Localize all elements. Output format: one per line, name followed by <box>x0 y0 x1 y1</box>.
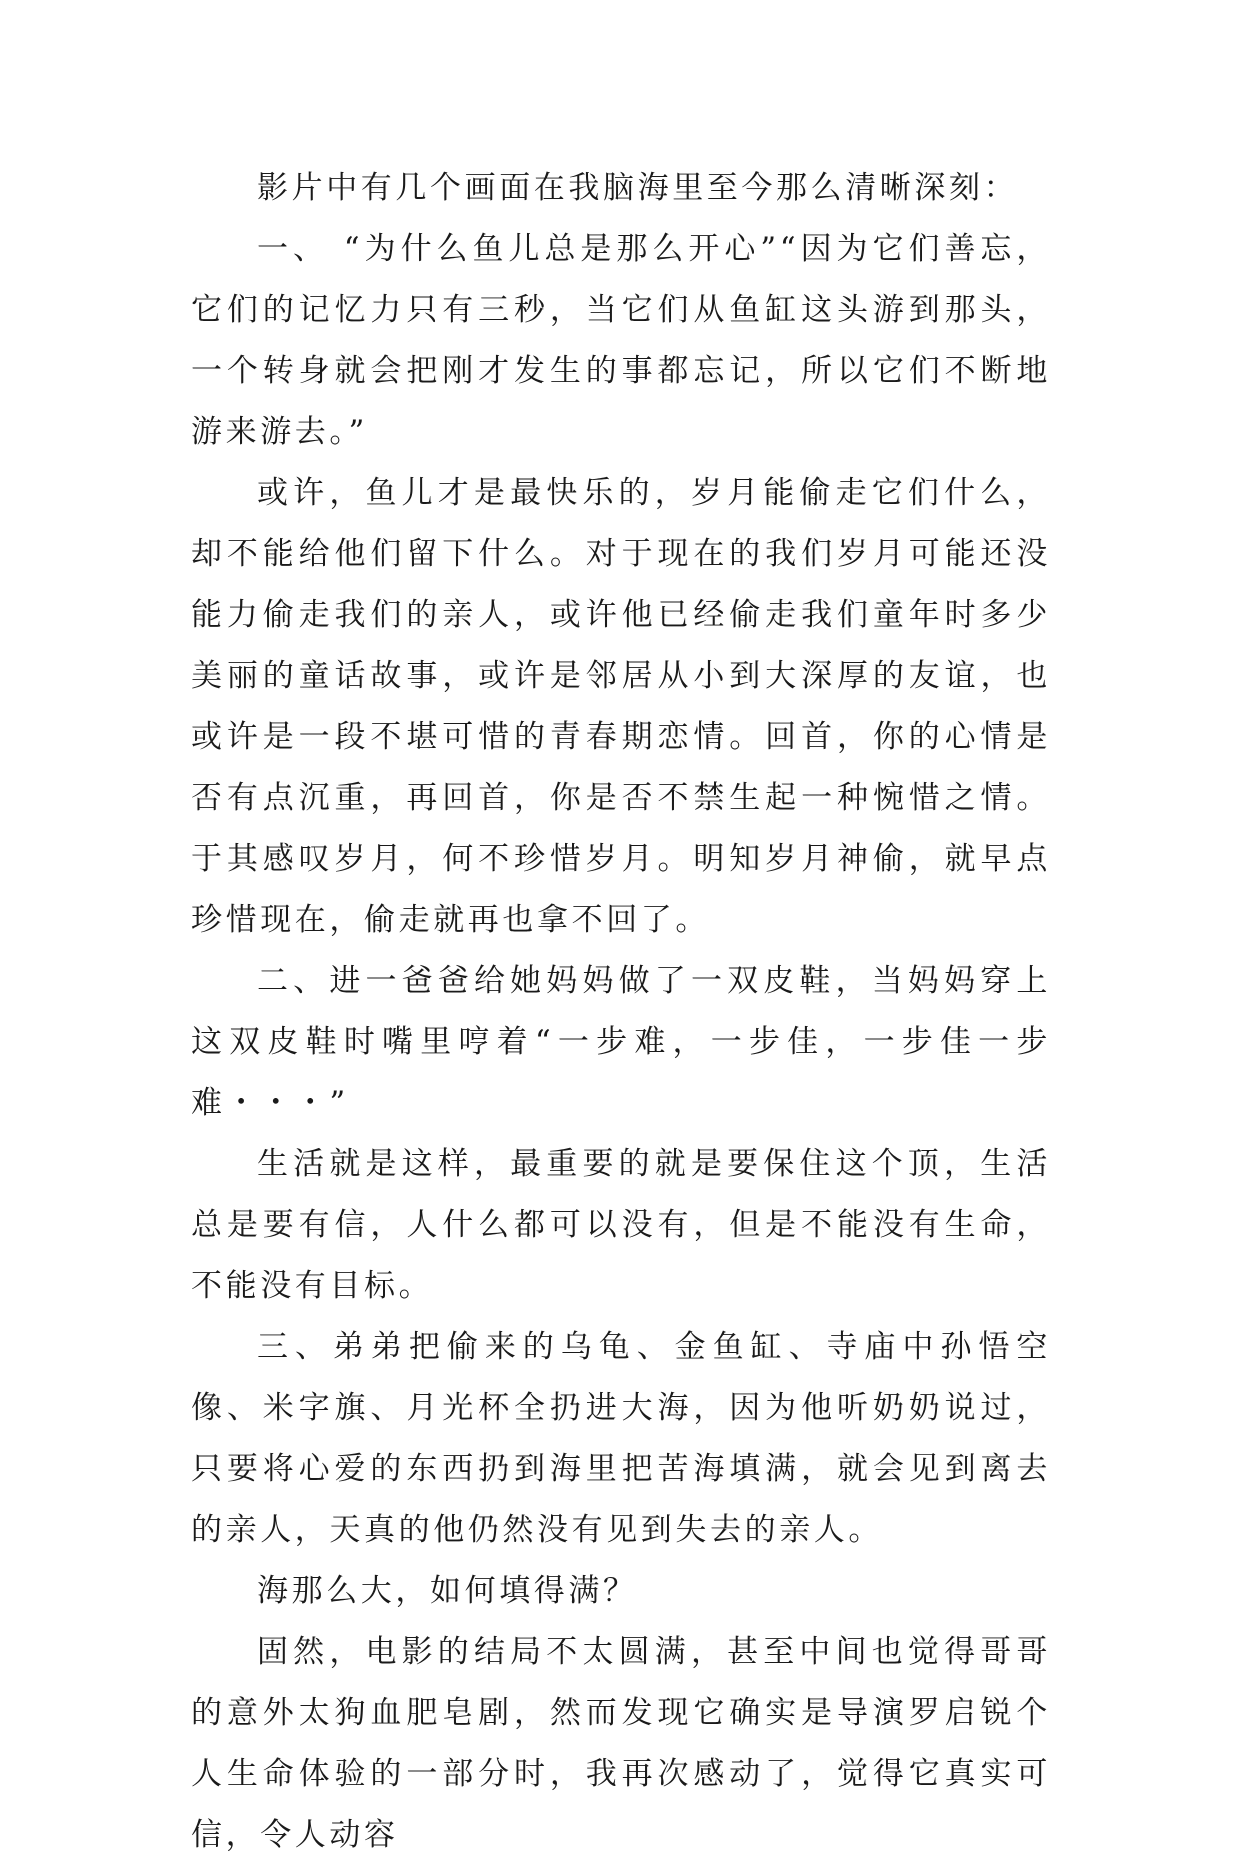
paragraph-question: 海那么大，如何填得满？ <box>257 1573 638 1609</box>
paragraph-scene-one: 一、 “为什么鱼儿总是那么开心”“因为它们善忘，它们的记忆力只有三秒，当它们从鱼缸这头游到那头，一个转身就会把刚才发生的事都忘记，所以它们不断地游来游去。” <box>191 231 1051 450</box>
paragraph-conclusion: 固然，电影的结局不太圆满，甚至中间也觉得哥哥的意外太狗血肥皂剧，然而发现它确实是导演罗启锐个人生命体验的一部分时，我再次感动了，觉得它真实可信，令人动容 <box>191 1634 1051 1853</box>
paragraph-scene-two: 二、进一爸爸给她妈妈做了一双皮鞋，当妈妈穿上这双皮鞋时嘴里哼着“一步难，一步佳，一步佳一步难・・・” <box>191 963 1051 1121</box>
paragraph-scene-three: 三、弟弟把偷来的乌龟、金鱼缸、寺庙中孙悟空像、米字旗、月光杯全扔进大海，因为他听奶奶说过，只要将心爱的东西扔到海里把苦海填满，就会见到离去的亲人，天真的他仍然没有见到失去的亲人。 <box>191 1329 1051 1548</box>
paragraph-reflection-one: 或许，鱼儿才是最快乐的，岁月能偷走它们什么，却不能给他们留下什么。对于现在的我们岁月可能还没能力偷走我们的亲人，或许他已经偷走我们童年时多少美丽的童话故事，或许是邻居从小到大深厚的友谊，也或许是一段不堪可惜的青春期恋情。回首，你的心情是否有点沉重，再回首，你是否不禁生起一种惋惜之情。于其感叹岁月，何不珍惜岁月。明知岁月神偷，就早点珍惜现在，偷走就再也拿不回了。 <box>191 475 1051 938</box>
paragraph-intro: 影片中有几个画面在我脑海里至今那么清晰深刻： <box>257 170 1019 206</box>
document-body <box>191 158 1051 1866</box>
paragraph-reflection-two: 生活就是这样，最重要的就是要保住这个顶，生活总是要有信，人什么都可以没有，但是不能没有生命，不能没有目标。 <box>191 1146 1051 1304</box>
